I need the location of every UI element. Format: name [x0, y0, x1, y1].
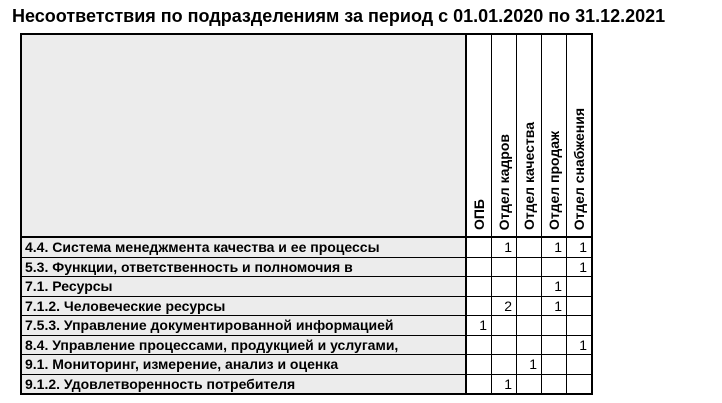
table-cell: 1 [492, 374, 517, 394]
table-cell: 1 [542, 237, 567, 257]
header-row [22, 35, 592, 238]
table-cell: 1 [542, 277, 567, 297]
table-cell [517, 257, 542, 277]
column-header-label: ОПБ [471, 198, 487, 230]
row-label: 9.1.2. Удовлетворенность потребителя [22, 374, 467, 394]
table-cell [517, 237, 542, 257]
column-header-label: Отдел снабжения [571, 107, 587, 230]
table-cell: 1 [567, 237, 592, 257]
table-row [22, 277, 592, 297]
table-row [22, 374, 592, 394]
column-header-opb [466, 35, 492, 238]
row-label: 8.4. Управление процессами, продукцией и услугами, [22, 335, 467, 355]
table-cell: 1 [466, 316, 492, 336]
table-row [22, 355, 592, 375]
report-title: Несоответствия по подразделениям за период с 01.01.2020 по 31.12.2021 [12, 6, 666, 26]
table-cell [492, 355, 517, 375]
table-cell: 1 [492, 237, 517, 257]
table-cell [517, 335, 542, 355]
row-label: 7.1. Ресурсы [22, 277, 467, 297]
table-cell [466, 355, 492, 375]
table-cell [567, 277, 592, 297]
row-label: 9.1. Мониторинг, измерение, анализ и оценка [22, 355, 467, 375]
table-cell [517, 277, 542, 297]
table-cell [567, 374, 592, 394]
table-cell [517, 316, 542, 336]
table-cell [567, 296, 592, 316]
table-cell: 1 [567, 257, 592, 277]
column-header-label: Отдел кадров [496, 133, 512, 230]
table-cell [517, 374, 542, 394]
table-row [22, 296, 592, 316]
table-cell [492, 335, 517, 355]
table-cell [466, 335, 492, 355]
row-label: 5.3. Функции, ответственность и полномочия в [22, 257, 467, 277]
table-cell [542, 355, 567, 375]
table-cell: 1 [517, 355, 542, 375]
table-cell [466, 257, 492, 277]
column-header-label: Отдел продаж [546, 131, 562, 230]
table-cell [492, 257, 517, 277]
table-cell [567, 355, 592, 375]
column-header-hr [492, 35, 517, 238]
table-cell [492, 316, 517, 336]
table-cell [517, 296, 542, 316]
table-cell: 1 [567, 335, 592, 355]
table-cell [542, 335, 567, 355]
table-cell: 2 [492, 296, 517, 316]
corner-cell [22, 35, 467, 238]
table-cell [466, 374, 492, 394]
row-label: 7.1.2. Человеческие ресурсы [22, 296, 467, 316]
column-header-label: Отдел качества [521, 121, 537, 230]
column-header-supply [567, 35, 592, 238]
table-row [22, 237, 592, 257]
table-cell [466, 237, 492, 257]
row-label: 4.4. Система менеджмента качества и ее процессы [22, 237, 467, 257]
table-row [22, 335, 592, 355]
table-cell [567, 316, 592, 336]
table-row [22, 257, 592, 277]
table-cell [542, 374, 567, 394]
table-row [22, 316, 592, 336]
column-header-quality [517, 35, 542, 238]
nonconformity-table [20, 33, 593, 395]
table-cell [466, 296, 492, 316]
table-cell [542, 257, 567, 277]
table-cell [542, 316, 567, 336]
row-label: 7.5.3. Управление документированной информацией [22, 316, 467, 336]
table-cell [492, 277, 517, 297]
column-header-sales [542, 35, 567, 238]
table-cell [466, 277, 492, 297]
table-cell: 1 [542, 296, 567, 316]
